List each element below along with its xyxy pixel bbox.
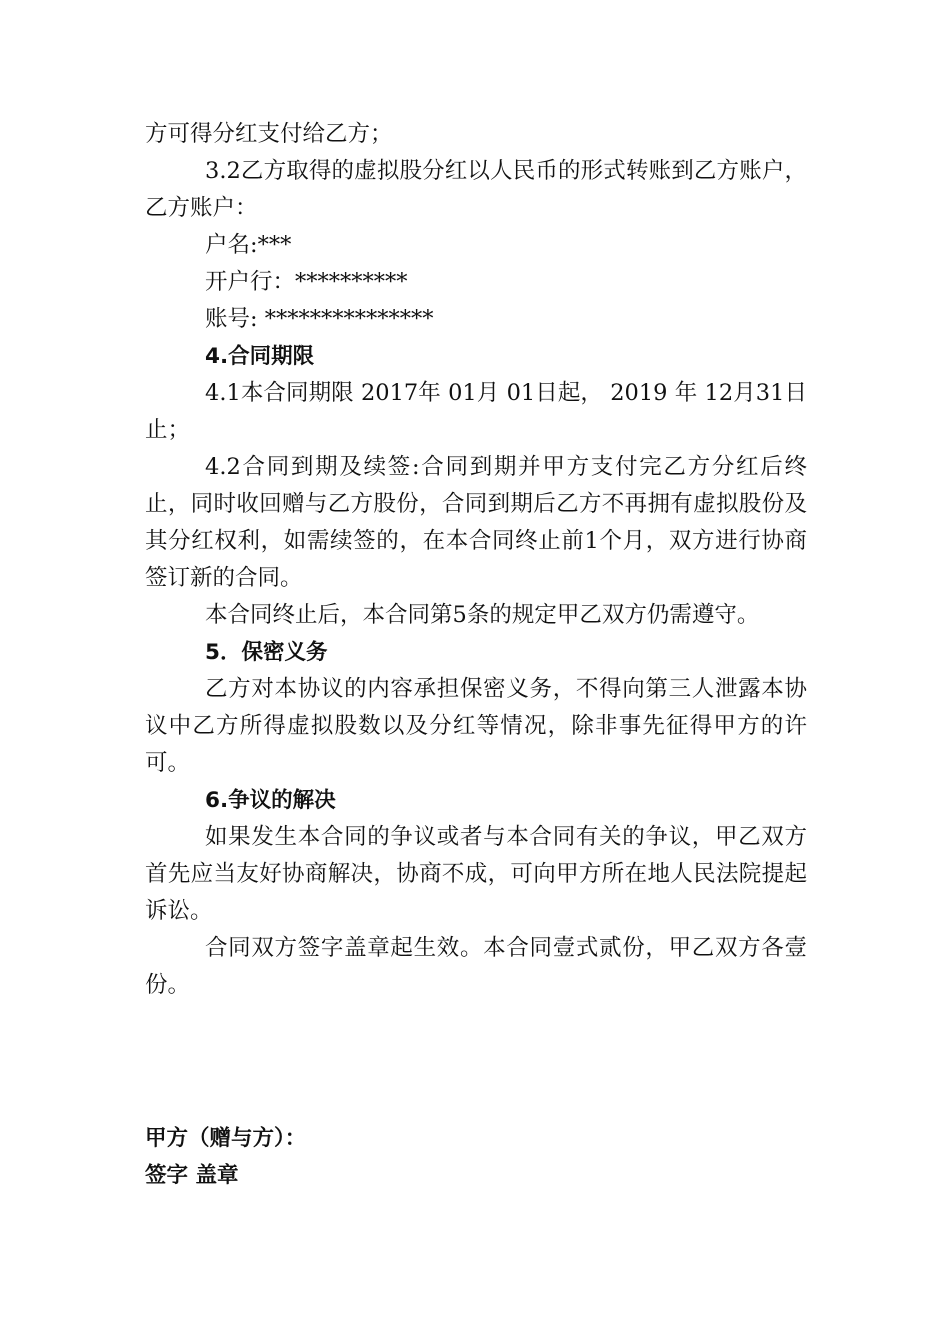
section-5-body: 乙方对本协议的内容承担保密义务，不得向第三人泄露本协议中乙方所得虚拟股数以及分红等情况，除非事先征得甲方的许可。 <box>145 676 807 776</box>
signature-block <box>145 1120 306 1194</box>
clause-4-2: 4.2合同到期及续签:合同到期并甲方支付完乙方分红后终止，同时收回赠与乙方股份，合同到期后乙方不再拥有虚拟股份及其分红权利，如需续签的，在本合同终止前1个月，双方进行协商签订新的合同。 <box>145 454 807 591</box>
section-4-note: 本合同终止后，本合同第5条的规定甲乙双方仍需遵守。 <box>205 602 760 628</box>
party-a-label: 甲方（赠与方）： <box>145 1126 307 1151</box>
closing-statement: 合同双方签字盖章起生效。本合同壹式贰份，甲乙双方各壹份。 <box>145 935 807 998</box>
clause-4-1: 4.1本合同期限 2017年 01月 01日起， 2019 年 12月31日止； <box>145 380 807 443</box>
account-number: 账号: *************** <box>205 306 434 332</box>
contract-body <box>145 116 807 1004</box>
continuation-line: 方可得分红支付给乙方； <box>145 121 393 147</box>
account-bank: 开户行：********** <box>205 269 408 295</box>
clause-3-2: 3.2乙方取得的虚拟股分红以人民币的形式转账到乙方账户，乙方账户： <box>145 158 807 221</box>
section-5-heading: 5．保密义务 <box>205 640 328 665</box>
section-6-body: 如果发生本合同的争议或者与本合同有关的争议，甲乙双方首先应当友好协商解决，协商不成，可向甲方所在地人民法院提起诉讼。 <box>145 824 807 924</box>
section-4-heading: 4.合同期限 <box>205 344 315 369</box>
account-name: 户名:*** <box>205 232 292 258</box>
section-6-heading: 6.争议的解决 <box>205 788 336 813</box>
sign-seal-label: 签字 盖章 <box>145 1163 239 1188</box>
